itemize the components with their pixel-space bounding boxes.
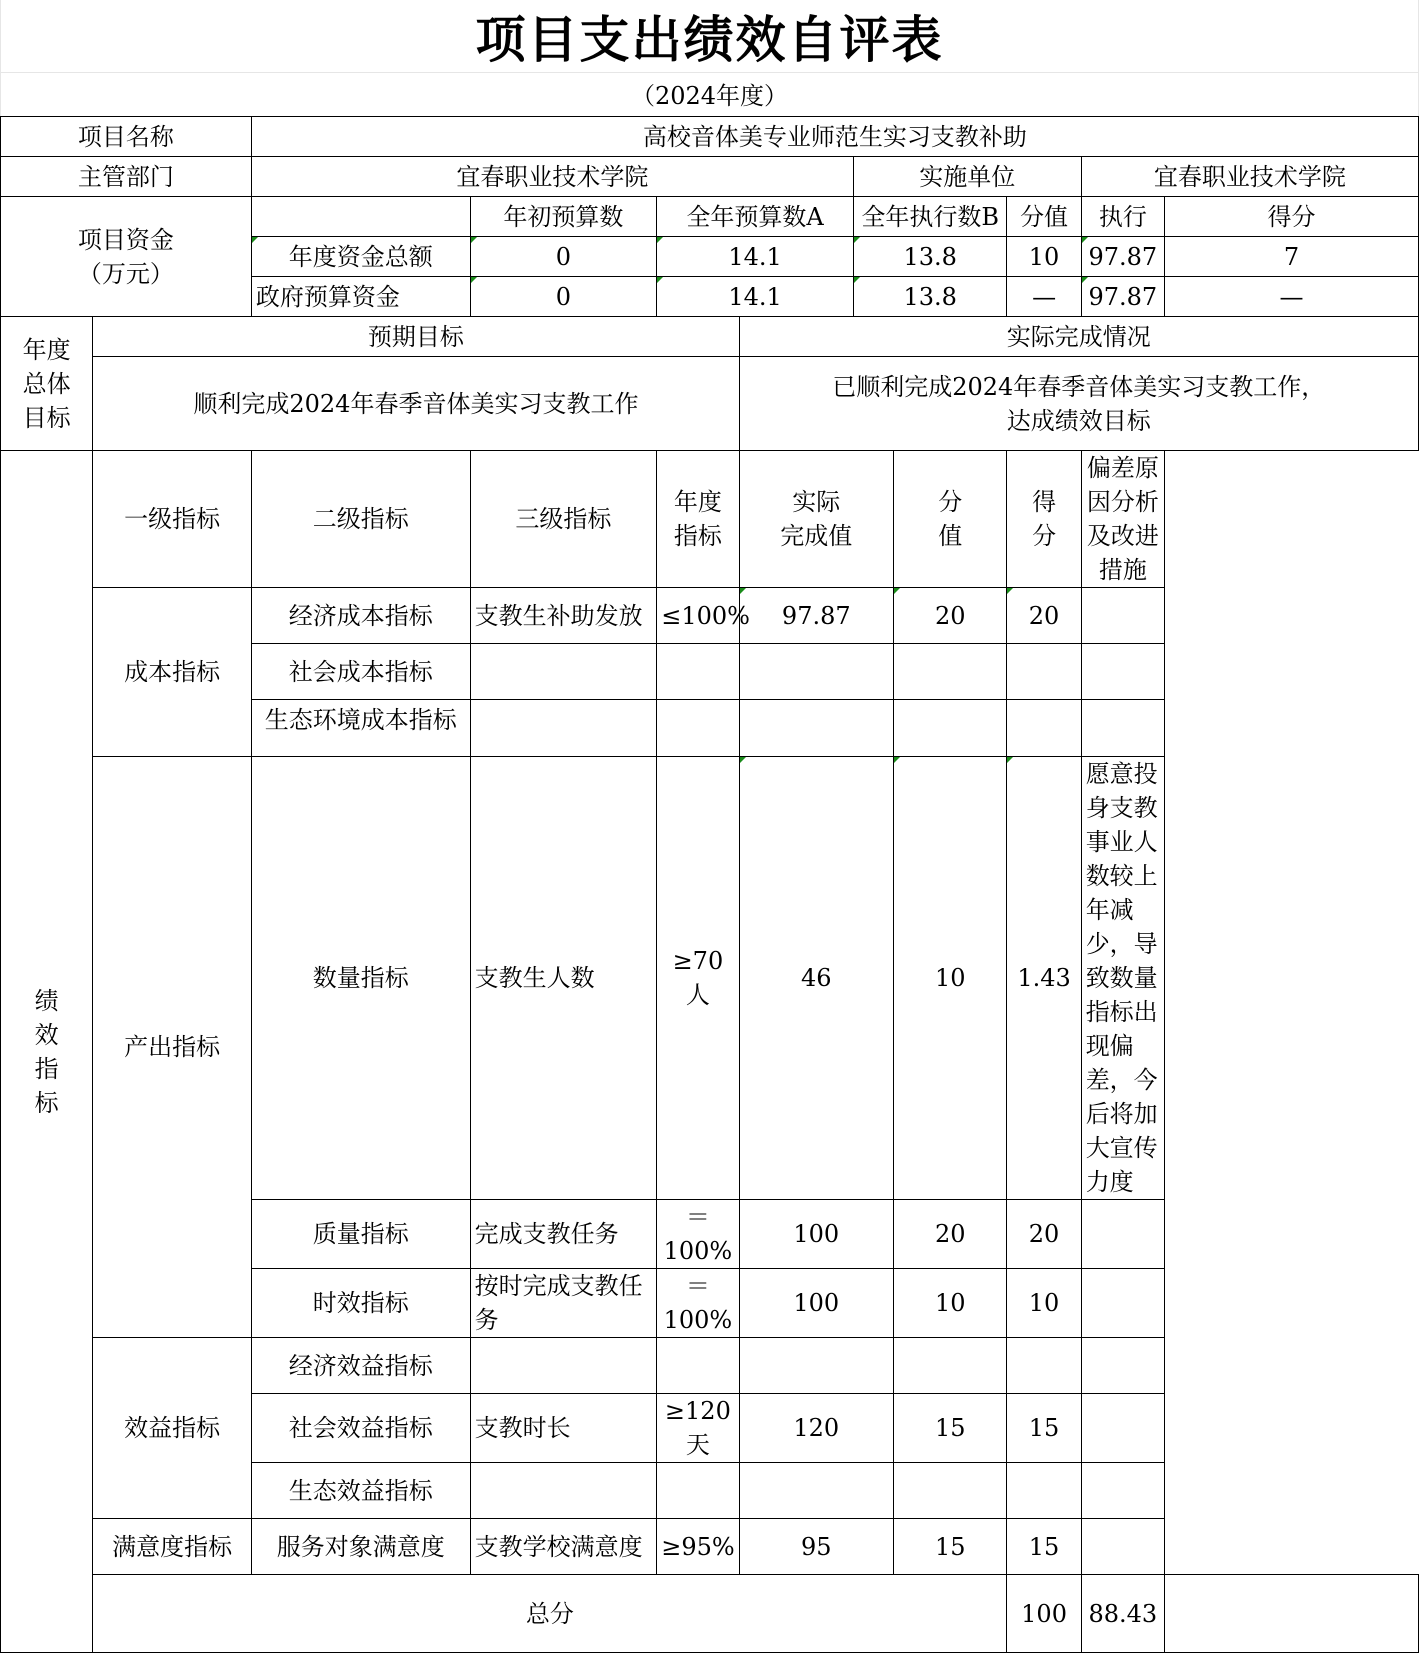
- funds-header-rate: 执行: [1081, 197, 1164, 237]
- expected-goal-header: 预期目标: [93, 317, 739, 357]
- annual-cell: ＝100%: [657, 1269, 739, 1338]
- expected-goal: 顺利完成2024年春季音体美实习支教工作: [93, 357, 739, 451]
- actual-cell: 97.87: [739, 588, 894, 644]
- actual-completion-line2: 达成绩效目标: [1006, 406, 1151, 435]
- level3-cell: 支教时长: [470, 1394, 657, 1463]
- project-name-row: [1, 117, 1419, 157]
- reason-cell: [1081, 644, 1164, 700]
- annual-cell: [657, 644, 739, 700]
- reason-cell: 愿意投身支教事业人数较上年减少，导致数量指标出现偏差，今后将加大宣传力度: [1081, 757, 1164, 1200]
- score-cell: 20: [1007, 1200, 1081, 1269]
- level3-cell: 支教生人数: [470, 757, 657, 1200]
- section-label-char: 效: [34, 1020, 59, 1049]
- actual-cell: 100: [739, 1200, 894, 1269]
- funds-score-value: 10: [1007, 237, 1081, 277]
- funds-score: —: [1164, 277, 1418, 317]
- total-row: [1, 1575, 1419, 1653]
- evaluation-table: [0, 116, 1419, 1653]
- actual-completion-line1: 已顺利完成2024年春季音体美实习支教工作，: [832, 372, 1326, 401]
- header-level3: 三级指标: [470, 451, 657, 588]
- goal-content-row: [1, 357, 1419, 451]
- funds-label-line1: 项目资金: [77, 225, 174, 254]
- department-row: [1, 157, 1419, 197]
- fiscal-year: （2024年度）: [630, 82, 789, 110]
- level2-cell: 经济效益指标: [251, 1338, 470, 1394]
- value-cell: [894, 700, 1007, 757]
- funds-executed: 13.8: [853, 277, 1007, 317]
- funds-row-label: 年度资金总额: [251, 237, 470, 277]
- actual-cell: [739, 700, 894, 757]
- section-label-char: 指: [34, 1054, 59, 1083]
- funds-header-row: [1, 197, 1419, 237]
- score-cell: 15: [1007, 1394, 1081, 1463]
- header-actual: 实际 完成值: [739, 451, 894, 588]
- annual-cell: ≥120天: [657, 1394, 739, 1463]
- reason-cell: [1081, 1394, 1164, 1463]
- actual-cell: 100: [739, 1269, 894, 1338]
- annual-cell: [657, 1463, 739, 1519]
- funds-budget: 14.1: [657, 277, 854, 317]
- level3-cell: [470, 1338, 657, 1394]
- annual-cell: ＝100%: [657, 1200, 739, 1269]
- reason-cell: [1081, 1338, 1164, 1394]
- value-cell: [894, 644, 1007, 700]
- value-cell: 10: [894, 757, 1007, 1200]
- actual-cell: [739, 1463, 894, 1519]
- implementing-unit-label: 实施单位: [853, 157, 1081, 197]
- header-level1: 一级指标: [93, 451, 252, 588]
- section-label-char: 标: [34, 1088, 59, 1117]
- sheet-gridline: [0, 0, 1, 116]
- group-output: 产出指标: [93, 757, 252, 1338]
- actual-completion-header: 实际完成情况: [739, 317, 1418, 357]
- value-cell: [894, 1463, 1007, 1519]
- level3-cell: 支教学校满意度: [470, 1519, 657, 1575]
- score-cell: [1007, 1463, 1081, 1519]
- score-cell: 1.43: [1007, 757, 1081, 1200]
- reason-cell: [1081, 588, 1164, 644]
- level2-cell: 经济成本指标: [251, 588, 470, 644]
- level3-cell: [470, 644, 657, 700]
- department-label: 主管部门: [1, 157, 252, 197]
- indicator-row: [1, 588, 1419, 644]
- level2-cell: 生态环境成本指标: [251, 700, 470, 757]
- actual-cell: 120: [739, 1394, 894, 1463]
- page-title: 项目支出绩效自评表: [475, 11, 944, 69]
- goal-header-row: [1, 317, 1419, 357]
- funds-header-initial: 年初预算数: [470, 197, 657, 237]
- level3-cell: [470, 700, 657, 757]
- total-score: 88.43: [1081, 1575, 1164, 1653]
- total-value: 100: [1007, 1575, 1081, 1653]
- funds-rate: 97.87: [1081, 237, 1164, 277]
- annual-cell: [657, 700, 739, 757]
- level2-cell: 数量指标: [251, 757, 470, 1200]
- funds-header-score-value: 分值: [1007, 197, 1081, 237]
- implementing-unit-value: 宜春职业技术学院: [1081, 157, 1418, 197]
- actual-cell: [739, 644, 894, 700]
- project-name-value: 高校音体美专业师范生实习支教补助: [251, 117, 1418, 157]
- funds-header-budget: 全年预算数A: [657, 197, 854, 237]
- actual-completion: [739, 357, 1418, 451]
- annual-cell: ≥70人: [657, 757, 739, 1200]
- level3-cell: 完成支教任务: [470, 1200, 657, 1269]
- level3-cell: [470, 1463, 657, 1519]
- actual-cell: 95: [739, 1519, 894, 1575]
- reason-cell: [1081, 1519, 1164, 1575]
- score-cell: [1007, 700, 1081, 757]
- funds-initial: 0: [470, 277, 657, 317]
- performance-indicators-label: [1, 451, 93, 1653]
- reason-cell: [1081, 700, 1164, 757]
- level2-cell: 时效指标: [251, 1269, 470, 1338]
- score-cell: [1007, 644, 1081, 700]
- reason-cell: [1081, 1463, 1164, 1519]
- value-cell: 15: [894, 1519, 1007, 1575]
- group-cost: 成本指标: [93, 588, 252, 757]
- header-level2: 二级指标: [251, 451, 470, 588]
- level2-cell: 质量指标: [251, 1200, 470, 1269]
- level2-cell: 生态效益指标: [251, 1463, 470, 1519]
- funds-header-score: 得分: [1164, 197, 1418, 237]
- group-benefit: 效益指标: [93, 1338, 252, 1519]
- group-satisfaction: 满意度指标: [93, 1519, 252, 1575]
- sheet-gridline: [0, 72, 1419, 73]
- funds-header-executed: 全年执行数B: [853, 197, 1007, 237]
- funds-initial: 0: [470, 237, 657, 277]
- level2-cell: 社会效益指标: [251, 1394, 470, 1463]
- value-cell: 15: [894, 1394, 1007, 1463]
- value-cell: 20: [894, 588, 1007, 644]
- department-value: 宜春职业技术学院: [251, 157, 853, 197]
- total-reason-blank: [1164, 1575, 1418, 1653]
- value-cell: [894, 1338, 1007, 1394]
- actual-cell: [739, 1338, 894, 1394]
- goal-label: [1, 317, 93, 451]
- level2-cell: 服务对象满意度: [251, 1519, 470, 1575]
- funds-label: [1, 197, 252, 317]
- header-value: 分 值: [894, 451, 1007, 588]
- annual-cell: [657, 1338, 739, 1394]
- indicator-header-row: [1, 451, 1419, 588]
- funds-executed: 13.8: [853, 237, 1007, 277]
- annual-cell: ≤100%: [657, 588, 739, 644]
- goal-label-line: 年度: [22, 335, 71, 364]
- funds-label-line2: （万元）: [77, 259, 174, 288]
- indicator-row: [1, 757, 1419, 1200]
- section-label-char: 绩: [34, 986, 59, 1015]
- level3-cell: 按时完成支教任务: [470, 1269, 657, 1338]
- header-reason: 偏差原因分析 及改进措施: [1081, 451, 1164, 588]
- funds-score: 7: [1164, 237, 1418, 277]
- annual-cell: ≥95%: [657, 1519, 739, 1575]
- goal-label-line: 目标: [22, 403, 71, 432]
- score-cell: 10: [1007, 1269, 1081, 1338]
- value-cell: 20: [894, 1200, 1007, 1269]
- score-cell: [1007, 1338, 1081, 1394]
- indicator-row: [1, 1338, 1419, 1394]
- goal-label-line: 总体: [22, 369, 71, 398]
- value-cell: 10: [894, 1269, 1007, 1338]
- funds-score-value: —: [1007, 277, 1081, 317]
- indicator-row: [1, 1519, 1419, 1575]
- actual-cell: 46: [739, 757, 894, 1200]
- level3-cell: 支教生补助发放: [470, 588, 657, 644]
- score-cell: 20: [1007, 588, 1081, 644]
- header-score: 得 分: [1007, 451, 1081, 588]
- level2-cell: 社会成本指标: [251, 644, 470, 700]
- reason-cell: [1081, 1200, 1164, 1269]
- funds-budget: 14.1: [657, 237, 854, 277]
- total-label: 总分: [93, 1575, 1007, 1653]
- reason-cell: [1081, 1269, 1164, 1338]
- score-cell: 15: [1007, 1519, 1081, 1575]
- project-name-label: 项目名称: [1, 117, 252, 157]
- header-annual: 年度 指标: [657, 451, 739, 588]
- funds-row-label: 政府预算资金: [251, 277, 470, 317]
- funds-rate: 97.87: [1081, 277, 1164, 317]
- funds-header-blank: [251, 197, 470, 237]
